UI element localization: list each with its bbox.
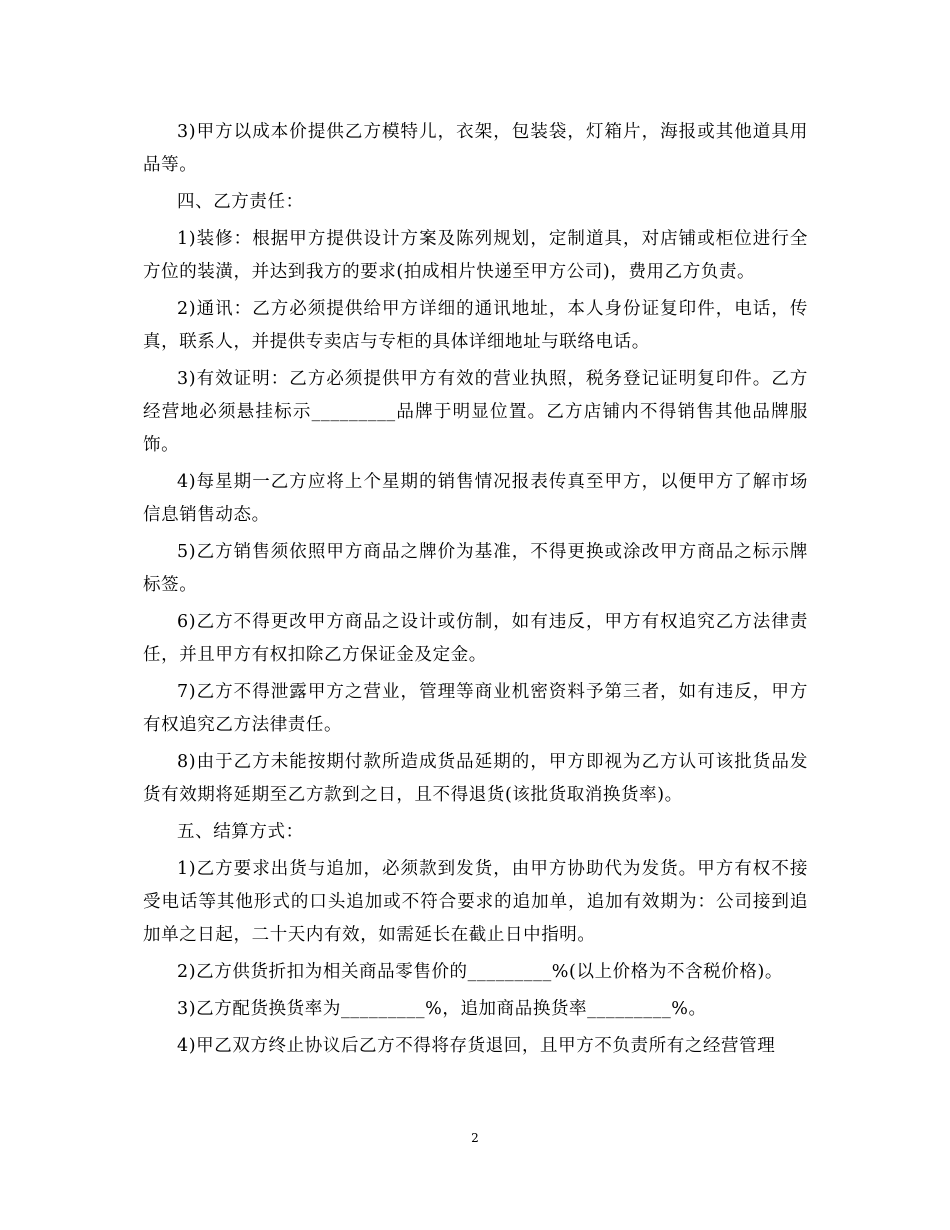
clause-1-decoration: 1)装修：根据甲方提供设计方案及陈列规划，定制道具，对店铺或柜位进行全方位的装潢，并达到我方的要求(拍成相片快递至甲方公司)，费用乙方负责。 xyxy=(143,229,808,282)
clause-4-weekly-sales-report: 4)每星期一乙方应将上个星期的销售情况报表传真至甲方，以便甲方了解市场信息销售动态。 xyxy=(143,472,808,525)
clause-3-valid-proof: 3)有效证明：乙方必须提供甲方有效的营业执照，税务登记证明复印件。乙方经营地必须悬挂标示_________品牌于明显位置。乙方店铺内不得销售其他品牌服饰。 xyxy=(143,369,808,455)
section-heading-settlement-method: 五、结算方式： xyxy=(177,822,304,842)
clause-3-exchange-rate: 3)乙方配货换货率为_________%，追加商品换货率_________%。 xyxy=(177,999,707,1019)
clause-1-shipment-and-reorder: 1)乙方要求出货与追加，必须款到发货，由甲方协助代为发货。甲方有权不接受电话等其他形式的口头追加或不符合要求的追加单，追加有效期为：公司接到追加单之日起，二十天内有效，如需延长在截止日中指明。 xyxy=(143,859,808,945)
clause-2-supply-discount: 2)乙方供货折扣为相关商品零售价的_________%(以上价格为不含税价格)。 xyxy=(177,962,783,982)
clause-8-payment-delay: 8)由于乙方未能按期付款所造成货品延期的，甲方即视为乙方认可该批货品发货有效期将延期至乙方款到之日，且不得退货(该批货取消换货率)。 xyxy=(143,752,808,805)
clause-7-confidentiality: 7)乙方不得泄露甲方之营业，管理等商业机密资料予第三者，如有违反，甲方有权追究乙方法律责任。 xyxy=(143,682,808,735)
clause-3-props-supply: 3)甲方以成本价提供乙方模特儿，衣架，包装袋，灯箱片，海报或其他道具用品等。 xyxy=(143,122,808,175)
page-number: 2 xyxy=(471,1131,479,1145)
section-heading-party-b-responsibilities: 四、乙方责任： xyxy=(177,192,304,212)
clause-4-termination-stock: 4)甲乙双方终止协议后乙方不得将存货退回，且甲方不负责所有之经营管理 xyxy=(177,1036,776,1056)
document-body xyxy=(143,116,808,1067)
clause-5-pricing-standard: 5)乙方销售须依照甲方商品之牌价为基准，不得更换或涂改甲方商品之标示牌标签。 xyxy=(143,542,808,595)
clause-6-design-protection: 6)乙方不得更改甲方商品之设计或仿制，如有违反，甲方有权追究乙方法律责任，并且甲方有权扣除乙方保证金及定金。 xyxy=(143,612,808,665)
clause-2-communication: 2)通讯：乙方必须提供给甲方详细的通讯地址，本人身份证复印件，电话，传真，联系人，并提供专卖店与专柜的具体详细地址与联络电话。 xyxy=(143,299,808,352)
